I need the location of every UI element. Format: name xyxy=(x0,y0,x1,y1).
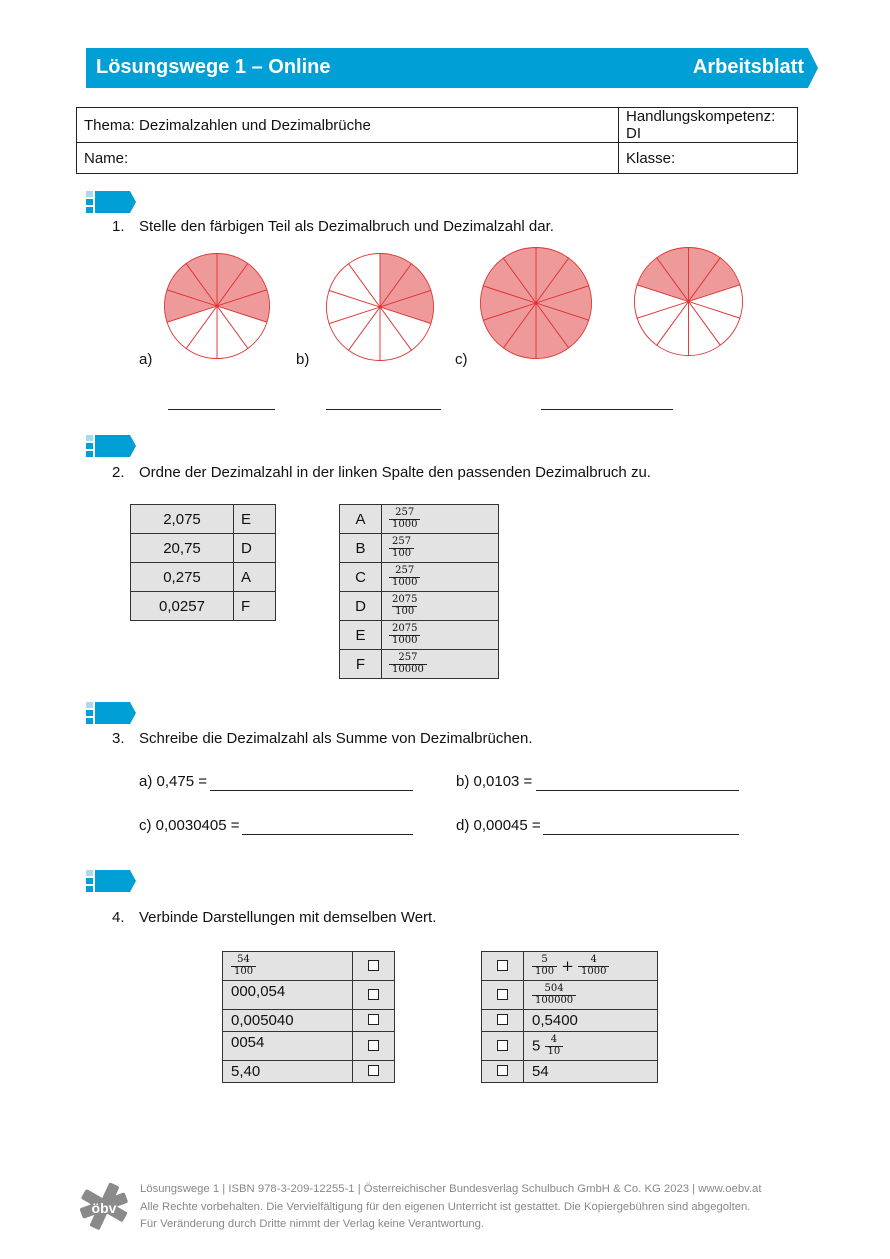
value-cell: 0,005040 xyxy=(223,1010,353,1032)
letter-cell: E xyxy=(340,621,382,650)
letter-cell[interactable]: F xyxy=(234,592,276,621)
decimal-cell: 0,275 xyxy=(131,563,234,592)
section-marker-4 xyxy=(86,870,138,894)
task-1-label-c: c) xyxy=(455,351,468,368)
fraction xyxy=(532,955,557,977)
fraction xyxy=(545,1035,564,1057)
numerator: 257 xyxy=(392,536,412,547)
answer-line-3b[interactable] xyxy=(536,790,739,791)
value-cell xyxy=(524,981,658,1010)
table-row xyxy=(340,505,499,534)
table-row xyxy=(223,1010,395,1032)
fraction-cell xyxy=(382,592,499,621)
letter-cell: C xyxy=(340,563,382,592)
fraction xyxy=(532,984,576,1006)
pie-d xyxy=(633,246,744,357)
letter-cell: A xyxy=(340,505,382,534)
numerator: 4 xyxy=(590,954,597,965)
fraction xyxy=(231,955,256,977)
letter-cell[interactable]: E xyxy=(234,505,276,534)
checkbox[interactable] xyxy=(368,989,379,1000)
numerator: 2075 xyxy=(392,623,418,634)
denominator: 1000 xyxy=(389,519,420,531)
numerator: 2075 xyxy=(392,594,418,605)
table-row xyxy=(340,650,499,679)
letter-cell: F xyxy=(340,650,382,679)
task-4-text: Verbinde Darstellungen mit demselben Wert. xyxy=(139,909,437,926)
checkbox-cell xyxy=(353,981,395,1010)
decimal-cell: 2,075 xyxy=(131,505,234,534)
fraction xyxy=(389,508,420,530)
task-2-text: Ordne der Dezimalzahl in der linken Spalte den passenden Dezimalbruch zu. xyxy=(139,464,651,481)
checkbox-cell xyxy=(353,1032,395,1061)
task-3-text: Schreibe die Dezimalzahl als Summe von Dezimalbrüchen. xyxy=(139,730,533,747)
fraction-cell xyxy=(382,563,499,592)
table-row xyxy=(131,505,276,534)
info-table xyxy=(76,107,798,174)
pie-b xyxy=(325,252,435,362)
value-cell: 000,054 xyxy=(223,981,353,1010)
table-row xyxy=(223,981,395,1010)
table-row xyxy=(340,592,499,621)
task-1-label-a: a) xyxy=(139,351,153,368)
whole-number: 5 xyxy=(532,1037,541,1055)
denominator: 100 xyxy=(389,548,414,560)
numerator: 257 xyxy=(398,652,418,663)
decimal-cell: 0,0257 xyxy=(131,592,234,621)
answer-line-3a[interactable] xyxy=(210,790,413,791)
denominator: 100 xyxy=(532,966,557,978)
value-cell xyxy=(524,952,658,981)
table-row xyxy=(131,563,276,592)
letter-cell[interactable]: D xyxy=(234,534,276,563)
answer-line-3d[interactable] xyxy=(543,834,739,835)
table-row xyxy=(223,1061,395,1083)
value-cell: 0054 xyxy=(223,1032,353,1061)
value-cell: 5,40 xyxy=(223,1061,353,1083)
letter-cell: B xyxy=(340,534,382,563)
denominator: 1000 xyxy=(389,577,420,589)
letter-cell[interactable]: A xyxy=(234,563,276,592)
table-row xyxy=(223,952,395,981)
numerator: 4 xyxy=(550,1034,558,1045)
answer-line-a[interactable] xyxy=(168,409,275,410)
footer-line-1: Lösungswege 1 | ISBN 978-3-209-12255-1 | Österreichischer Bundesverlag Schulbuch GmbH & Co. KG 2023 | www.oebv.at xyxy=(140,1183,762,1195)
table-row xyxy=(131,534,276,563)
competence-cell: Handlungskompetenz: DI xyxy=(619,108,798,143)
checkbox-cell xyxy=(353,952,395,981)
plus-sign: + xyxy=(561,957,574,975)
numerator: 5 xyxy=(541,954,548,965)
checkbox[interactable] xyxy=(497,1040,508,1051)
table-row xyxy=(340,563,499,592)
table-row xyxy=(340,621,499,650)
task-3-number: 3. xyxy=(112,730,125,747)
fraction xyxy=(389,595,420,617)
task-3c-label: c) 0,0030405 = xyxy=(139,817,240,834)
numerator: 54 xyxy=(237,954,250,965)
section-marker-2 xyxy=(86,435,138,459)
checkbox[interactable] xyxy=(497,989,508,1000)
answer-line-3c[interactable] xyxy=(242,834,413,835)
header-banner xyxy=(86,48,818,88)
checkbox[interactable] xyxy=(368,1065,379,1076)
table-row xyxy=(482,952,658,981)
numerator: 504 xyxy=(544,983,564,994)
table-row xyxy=(482,981,658,1010)
footer-line-3: Für Veränderung durch Dritte nimmt der Verlag keine Verantwortung. xyxy=(140,1218,485,1230)
checkbox-cell xyxy=(353,1010,395,1032)
table-row xyxy=(340,534,499,563)
numerator: 257 xyxy=(395,565,415,576)
section-marker-3 xyxy=(86,702,138,726)
topic-cell: Thema: Dezimalzahlen und Dezimalbrüche xyxy=(77,108,619,143)
checkbox[interactable] xyxy=(497,960,508,971)
answer-line-c[interactable] xyxy=(541,409,673,410)
table-row xyxy=(131,592,276,621)
denominator: 1000 xyxy=(578,966,609,978)
oebv-logo xyxy=(78,1180,130,1232)
pie-c xyxy=(479,246,593,360)
checkbox-cell xyxy=(482,981,524,1010)
fraction-cell xyxy=(382,621,499,650)
fraction-cell xyxy=(382,650,499,679)
denominator: 10000 xyxy=(389,664,427,676)
denominator: 10 xyxy=(545,1046,564,1058)
checkbox-cell xyxy=(482,1010,524,1032)
class-field[interactable]: Klasse: xyxy=(619,143,798,174)
svg-text:öbv: öbv xyxy=(91,1200,117,1216)
worksheet-type: Arbeitsblatt xyxy=(692,56,804,78)
denominator: 100 xyxy=(231,966,256,978)
checkbox[interactable] xyxy=(368,1014,379,1025)
value-cell: 0,5400 xyxy=(524,1010,658,1032)
fraction-cell xyxy=(382,534,499,563)
fraction xyxy=(389,566,420,588)
checkbox[interactable] xyxy=(368,1040,379,1051)
table-row xyxy=(482,1061,658,1083)
task-2-number: 2. xyxy=(112,464,125,481)
task-1-text: Stelle den färbigen Teil als Dezimalbruch und Dezimalzahl dar. xyxy=(139,218,554,235)
denominator: 1000 xyxy=(389,635,420,647)
checkbox-cell xyxy=(353,1061,395,1083)
numerator: 257 xyxy=(395,507,415,518)
pie-a xyxy=(163,252,271,360)
value-cell: 54 xyxy=(524,1061,658,1083)
checkbox[interactable] xyxy=(497,1014,508,1025)
table-row xyxy=(482,1010,658,1032)
task-3a-label: a) 0,475 = xyxy=(139,773,207,790)
task-4-number: 4. xyxy=(112,909,125,926)
fraction xyxy=(389,624,420,646)
task-3b-label: b) 0,0103 = xyxy=(456,773,533,790)
checkbox[interactable] xyxy=(497,1065,508,1076)
checkbox-cell xyxy=(482,1032,524,1061)
task-3d-label: d) 0,00045 = xyxy=(456,817,541,834)
denominator: 100000 xyxy=(532,995,576,1007)
fraction xyxy=(389,537,414,559)
letter-cell: D xyxy=(340,592,382,621)
table-row xyxy=(482,1032,658,1061)
answer-line-b[interactable] xyxy=(326,409,441,410)
fraction-table xyxy=(339,504,499,679)
checkbox-cell xyxy=(482,952,524,981)
footer xyxy=(140,1181,840,1234)
task-1-label-b: b) xyxy=(296,351,310,368)
fraction-cell xyxy=(382,505,499,534)
worksheet-title: Lösungswege 1 – Online xyxy=(96,56,331,78)
checkbox-cell xyxy=(482,1061,524,1083)
value-cell xyxy=(524,1032,658,1061)
footer-line-2: Alle Rechte vorbehalten. Die Vervielfältigung für den eigenen Unterricht ist gestattet. Die Kopiergebühren sind abgegolten. xyxy=(140,1200,751,1213)
decimal-table xyxy=(130,504,276,621)
checkbox[interactable] xyxy=(368,960,379,971)
value-cell xyxy=(223,952,353,981)
fraction xyxy=(389,653,427,675)
section-marker-1 xyxy=(86,191,138,215)
table-row xyxy=(223,1032,395,1061)
match-right-table xyxy=(481,951,658,1083)
task-1-number: 1. xyxy=(112,218,125,235)
denominator: 100 xyxy=(392,606,417,618)
decimal-cell: 20,75 xyxy=(131,534,234,563)
match-left-table xyxy=(222,951,395,1083)
fraction xyxy=(578,955,609,977)
name-field[interactable]: Name: xyxy=(77,143,619,174)
